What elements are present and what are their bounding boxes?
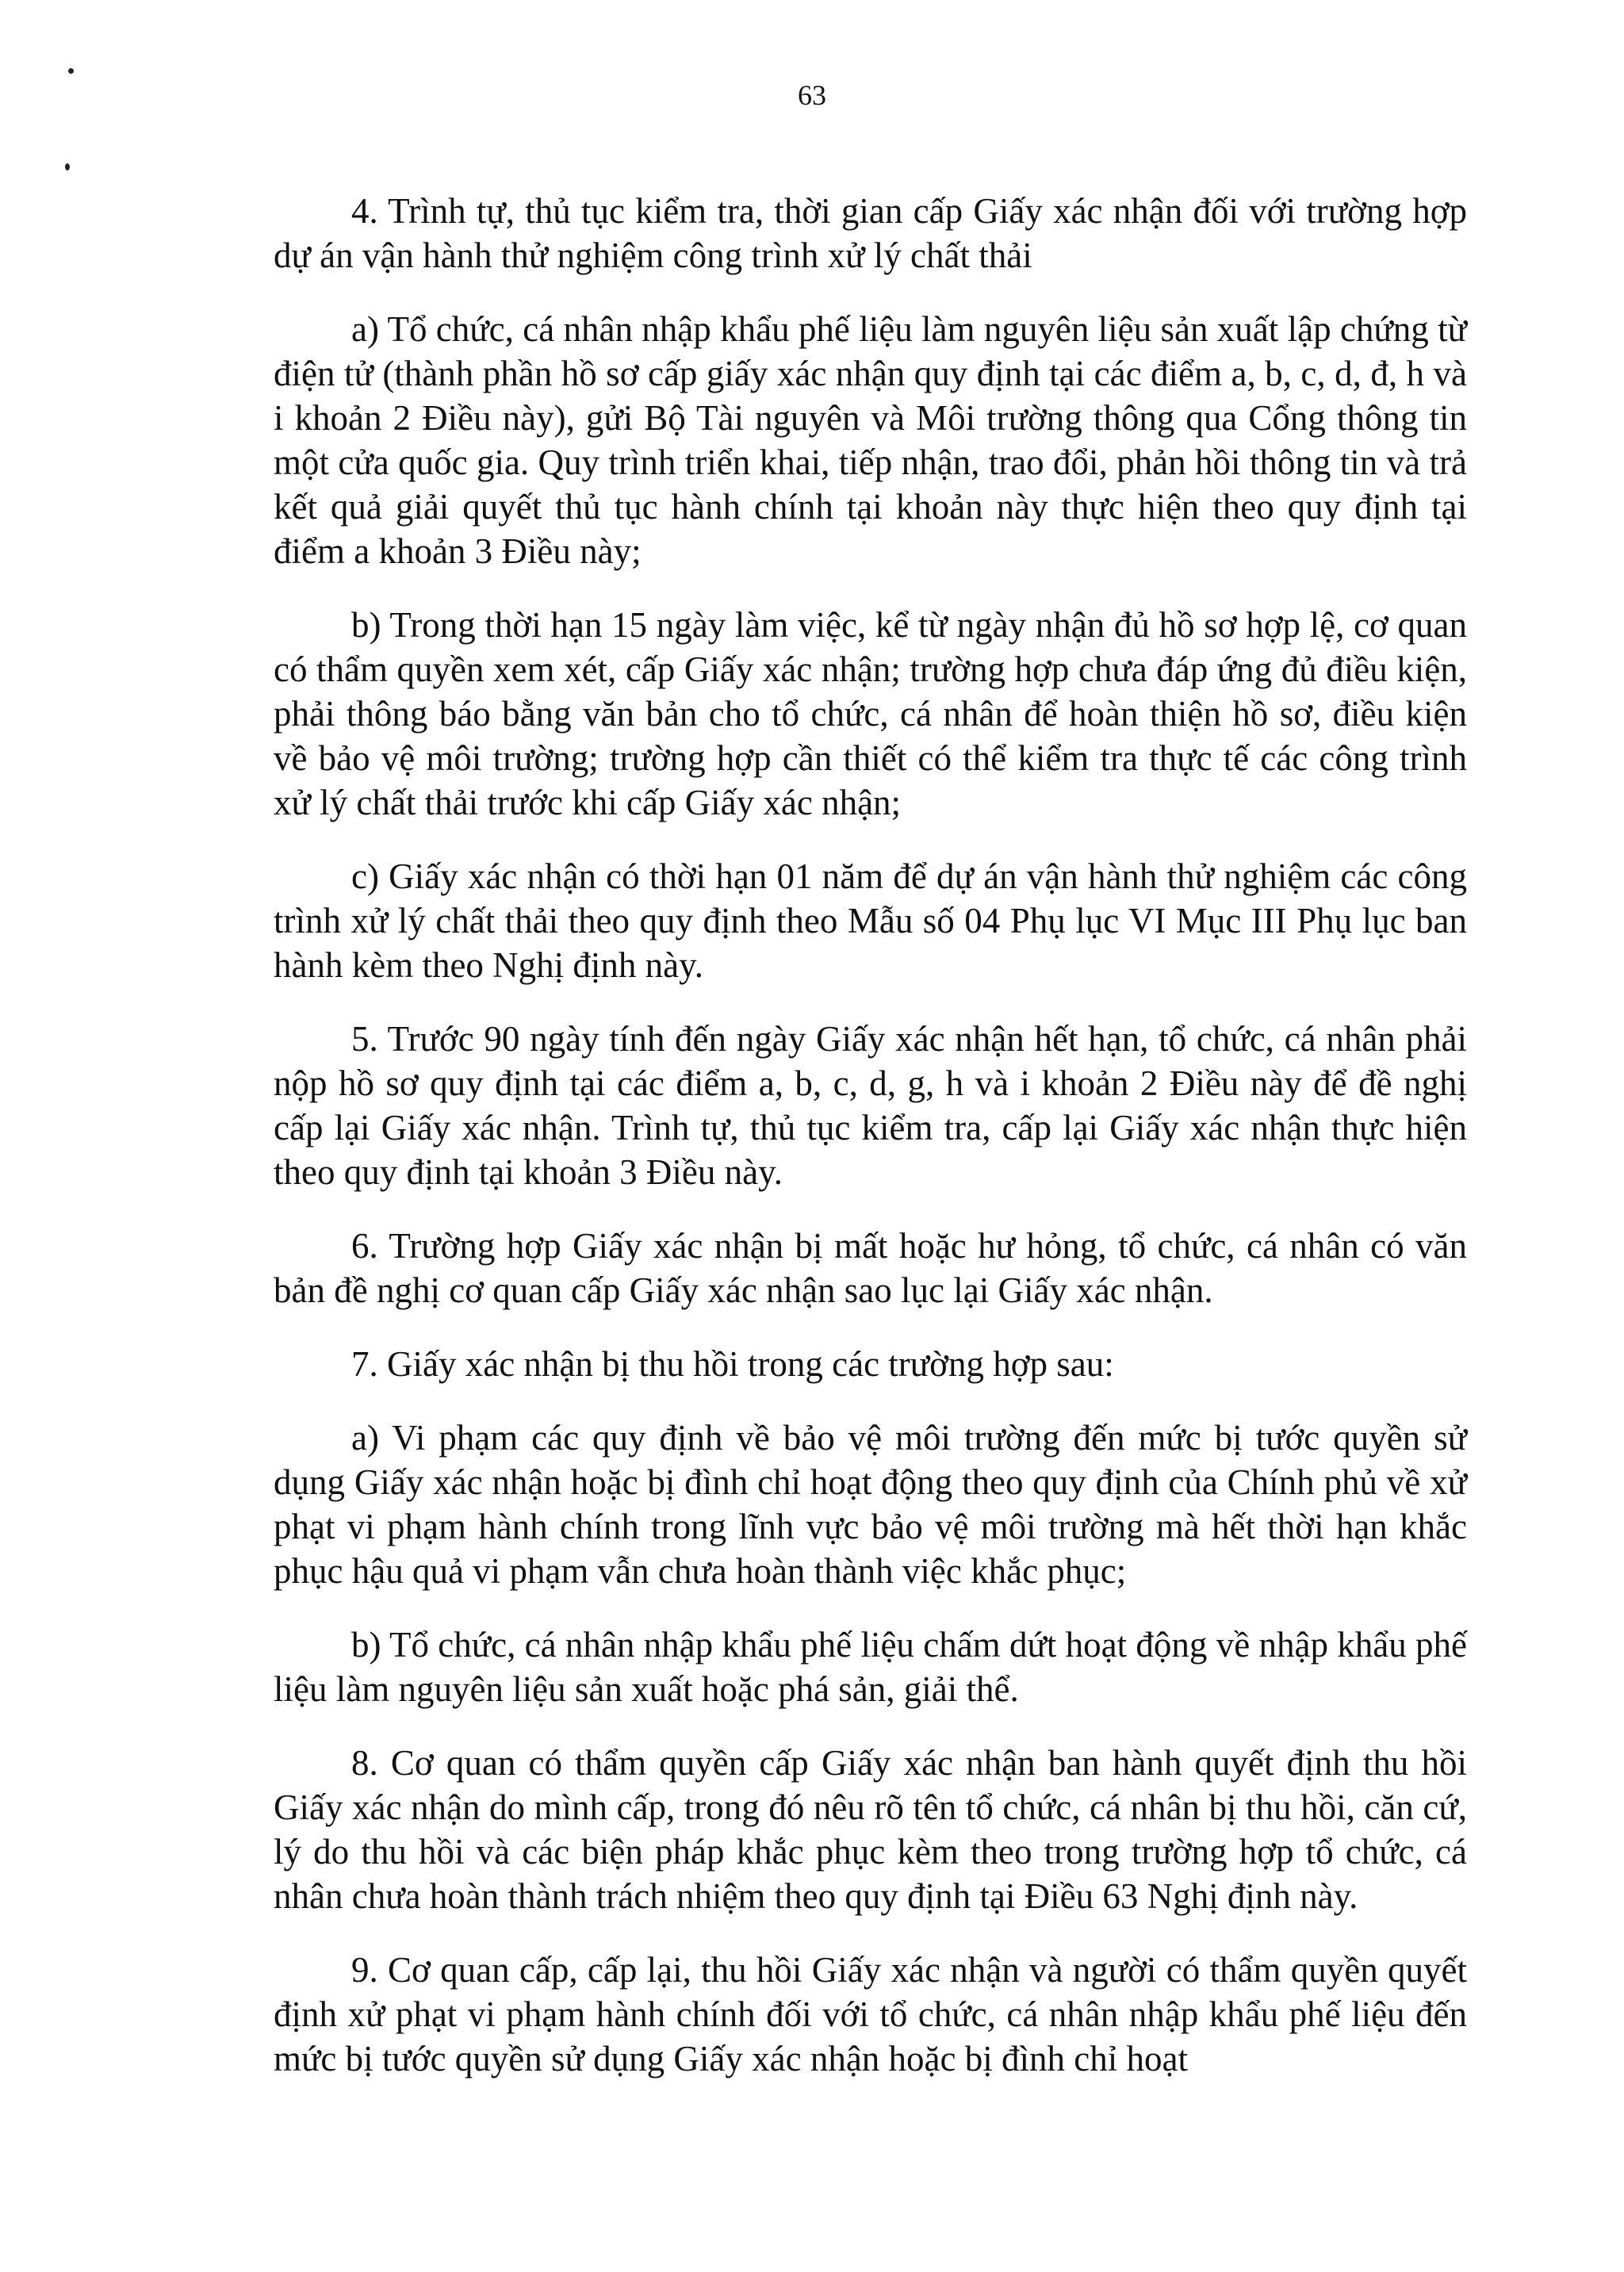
paragraph-7a: a) Vi phạm các quy định về bảo vệ môi trường đến mức bị tước quyền sử dụng Giấy xác nhận hoặc bị đình chỉ hoạt động theo quy định của Chính phủ về xử phạt vi phạm hành chính trong lĩnh vực bảo vệ môi trường mà hết thời hạn khắc phục hậu quả vi phạm vẫn chưa hoàn thành việc khắc phục; [274,1418,1467,1591]
paragraph-4: 4. Trình tự, thủ tục kiểm tra, thời gian cấp Giấy xác nhận đối với trường hợp dự án vận hành thử nghiệm công trình xử lý chất thải [274,191,1467,275]
paragraph-9: 9. Cơ quan cấp, cấp lại, thu hồi Giấy xác nhận và người có thẩm quyền quyết định xử phạt vi phạm hành chính đối với tổ chức, cá nhân nhập khẩu phế liệu đến mức bị tước quyền sử dụng Giấy xác nhận hoặc bị đình chỉ hoạt [274,1950,1467,2079]
paragraph-7: 7. Giấy xác nhận bị thu hồi trong các trường hợp sau: [351,1344,1114,1384]
paragraph-4c: c) Giấy xác nhận có thời hạn 01 năm để dự án vận hành thử nghiệm các công trình xử lý chất thải theo quy định theo Mẫu số 04 Phụ lục VI Mục III Phụ lục ban hành kèm theo Nghị định này. [274,856,1467,985]
paragraph-4a: a) Tổ chức, cá nhân nhập khẩu phế liệu làm nguyên liệu sản xuất lập chứng từ điện tử (thành phần hồ sơ cấp giấy xác nhận quy định tại các điểm a, b, c, d, đ, h và i khoản 2 Điều này), gửi Bộ Tài nguyên và Môi trường thông qua Cổng thông tin một cửa quốc gia. Quy trình triển khai, tiếp nhận, trao đổi, phản hồi thông tin và trả kết quả giải quyết thủ tục hành chính tại khoản này thực hiện theo quy định tại điểm a khoản 3 Điều này; [274,309,1467,571]
document-body [274,189,1467,2110]
paragraph-6: 6. Trường hợp Giấy xác nhận bị mất hoặc hư hỏng, tổ chức, cá nhân có văn bản đề nghị cơ quan cấp Giấy xác nhận sao lục lại Giấy xác nhận. [274,1226,1467,1310]
paragraph-4b: b) Trong thời hạn 15 ngày làm việc, kể từ ngày nhận đủ hồ sơ hợp lệ, cơ quan có thẩm quyền xem xét, cấp Giấy xác nhận; trường hợp chưa đáp ứng đủ điều kiện, phải thông báo bằng văn bản cho tổ chức, cá nhân để hoàn thiện hồ sơ, điều kiện về bảo vệ môi trường; trường hợp cần thiết có thể kiểm tra thực tế các công trình xử lý chất thải trước khi cấp Giấy xác nhận; [274,605,1467,822]
scan-speck [68,68,74,74]
scan-speck [65,163,70,170]
paragraph-5: 5. Trước 90 ngày tính đến ngày Giấy xác nhận hết hạn, tổ chức, cá nhân phải nộp hồ sơ quy định tại các điểm a, b, c, d, g, h và i khoản 2 Điều này để đề nghị cấp lại Giấy xác nhận. Trình tự, thủ tục kiểm tra, cấp lại Giấy xác nhận thực hiện theo quy định tại khoản 3 Điều này. [274,1019,1467,1192]
paragraph-7b: b) Tổ chức, cá nhân nhập khẩu phế liệu chấm dứt hoạt động về nhập khẩu phế liệu làm nguyên liệu sản xuất hoặc phá sản, giải thể. [274,1625,1467,1709]
page-number: 63 [798,79,826,111]
paragraph-8: 8. Cơ quan có thẩm quyền cấp Giấy xác nhận ban hành quyết định thu hồi Giấy xác nhận do mình cấp, trong đó nêu rõ tên tổ chức, cá nhân bị thu hồi, căn cứ, lý do thu hồi và các biện pháp khắc phục kèm theo trong trường hợp tổ chức, cá nhân chưa hoàn thành trách nhiệm theo quy định tại Điều 63 Nghị định này. [274,1743,1467,1916]
